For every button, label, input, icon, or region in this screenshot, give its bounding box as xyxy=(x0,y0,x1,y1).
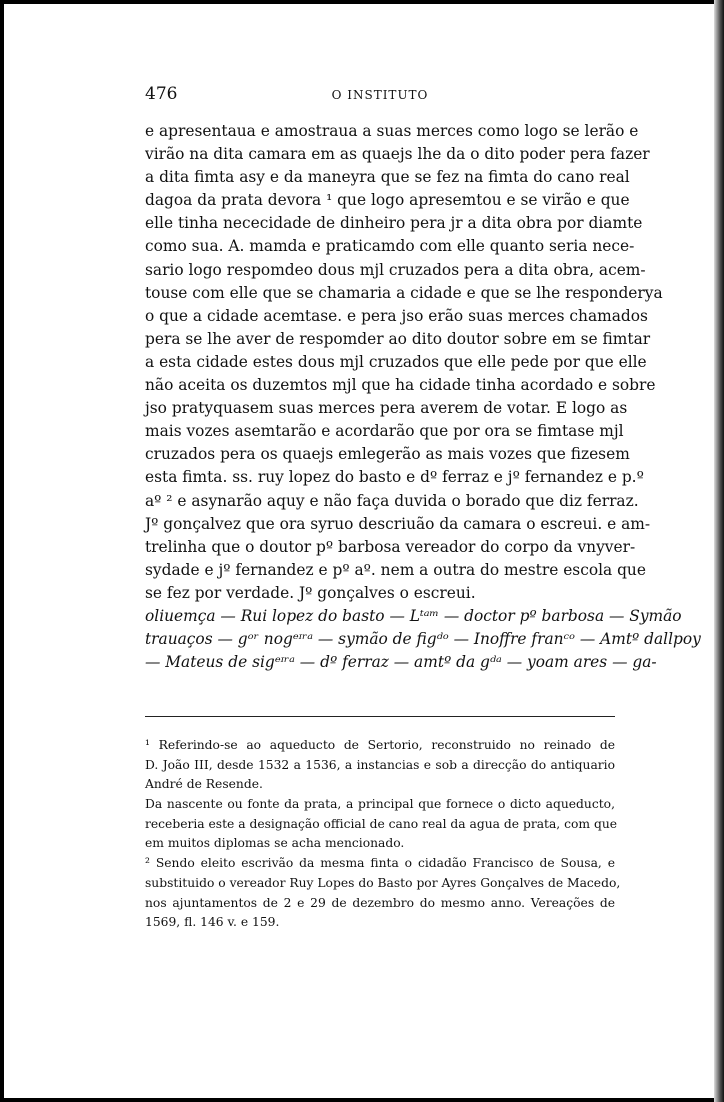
footnote-line: Da nascente ou fonte da prata, a principal que fornece o dicto aqueducto, xyxy=(145,797,615,812)
page-number: 476 xyxy=(145,84,178,104)
text-line: sydade e jº fernandez e pº aº. nem a outra do mestre escola que xyxy=(145,560,646,579)
footnote-line: ¹ Referindo-se ao aqueducto de Sertorio, reconstruido no reinado de xyxy=(145,738,615,752)
footnote-line: 1569, fl. 146 v. e 159. xyxy=(145,915,280,930)
text-line: aº ² e asynarão aquy e não faça duvida o borado que diz ferraz. xyxy=(145,491,639,510)
text-line: a esta cidade estes dous mjl cruzados que elle pede por que elle xyxy=(145,352,647,371)
footnote-divider xyxy=(145,716,615,717)
text-line: mais vozes asemtarão e acordarão que por ora se fimtase mjl xyxy=(145,422,624,441)
main-text xyxy=(145,120,701,674)
text-line: touse com elle que se chamaria a cidade e que se lhe responderya xyxy=(145,283,663,302)
footnote-line: D. João III, desde 1532 a 1536, a instancias e sob a direcção do antiquario xyxy=(145,757,615,772)
footnotes xyxy=(145,736,621,933)
text-line: jso pratyquasem suas merces pera averem de votar. E logo as xyxy=(145,399,628,418)
text-line: não aceita os duzemtos mjl que ha cidade tinha acordado e sobre xyxy=(145,376,656,395)
text-line: e apresentaua e amostraua a suas merces como logo se lerão e xyxy=(145,122,639,140)
footnote-line: André de Resende. xyxy=(145,777,263,792)
page-header xyxy=(145,84,615,106)
signature-line: trauaços — gᵒʳ nogᵉᶦʳᵃ — symão de figᵈᵒ — Inoffre franᶜᵒ — Amtº dallpoy xyxy=(145,630,701,649)
footnote-line: receberia este a designação official de cano real da agua de prata, com que xyxy=(145,816,618,831)
text-line: cruzados pera os quaejs emlegerão as mais vozes que fizesem xyxy=(145,445,630,464)
text-line: o que a cidade acemtase. e pera jso erão suas merces chamados xyxy=(145,306,648,325)
text-line: pera se lhe aver de respomder ao dito doutor sobre em se fimtar xyxy=(145,329,651,348)
text-line: se fez por verdade. Jº gonçalves o escreui. xyxy=(145,583,476,602)
text-line: elle tinha nececidade de dinheiro pera jr a dita obra por diamte xyxy=(145,214,643,233)
scan-edge-shadow xyxy=(714,0,724,1102)
text-line: sario logo respomdeo dous mjl cruzados pera a dita obra, acem- xyxy=(145,260,646,279)
text-line: esta fimta. ss. ruy lopez do basto e dº ferraz e jº fernandez e p.º xyxy=(145,468,644,487)
text-line: Jº gonçalvez que ora syruo descriuão da camara o escreui. e am- xyxy=(145,514,651,533)
text-line: trelinha que o doutor pº barbosa vereador do corpo da vnyver- xyxy=(145,537,636,556)
footnote-line: nos ajuntamentos de 2 e 29 de dezembro do mesmo anno. Vereações de xyxy=(145,895,615,910)
footnote-line: substituido o vereador Ruy Lopes do Basto por Ayres Gonçalves de Macedo, xyxy=(145,875,621,890)
text-line: dagoa da prata devora ¹ que logo apresemtou e se virão e que xyxy=(145,191,630,210)
text-line: como sua. A. mamda e praticamdo com elle quanto seria nece- xyxy=(145,237,635,256)
signature-line: oliuemça — Rui lopez do basto — Lᵗᵃᵐ — doctor pº barbosa — Symão xyxy=(145,606,682,625)
text-line: virão na dita camara em as quaejs lhe da o dito poder pera fazer xyxy=(145,145,650,164)
footnote-line: ² Sendo eleito escrivão da mesma finta o cidadão Francisco de Sousa, e xyxy=(145,856,615,871)
signature-line: — Mateus de sigᵉᶦʳᵃ — dº ferraz — amtº da gᵈᵃ — yoam ares — ga- xyxy=(145,653,657,672)
footnote-line: em muitos diplomas se acha mencionado. xyxy=(145,836,405,851)
running-head: O INSTITUTO xyxy=(331,88,429,102)
text-line: a dita fimta asy e da maneyra que se fez na fimta do cano real xyxy=(145,168,630,187)
